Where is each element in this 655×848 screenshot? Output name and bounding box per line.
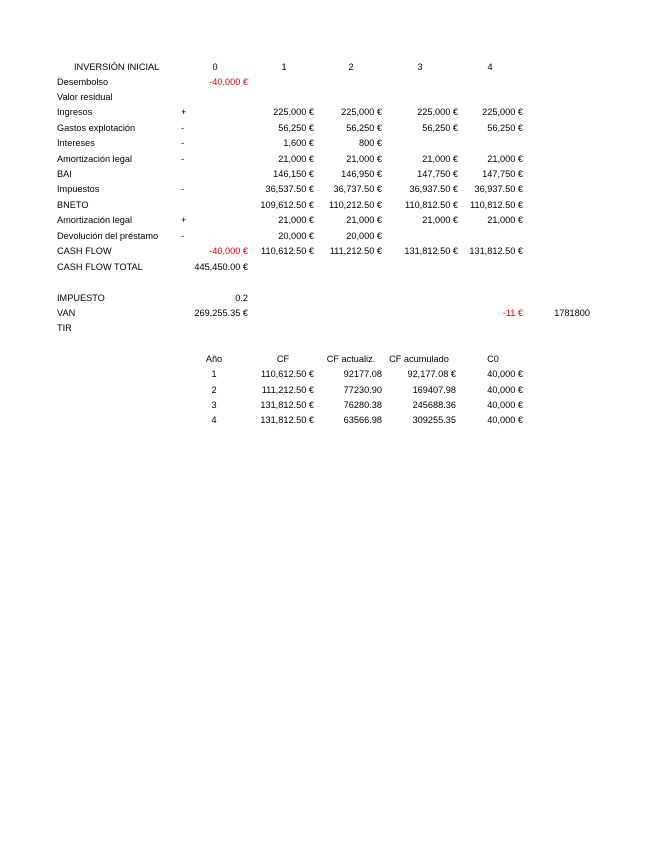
cell-value: 36,737.50 €	[333, 184, 382, 194]
row-label: Amortización legal	[57, 215, 133, 225]
cell-value: 21,000 €	[346, 154, 382, 164]
cell-value: 36,537.50 €	[265, 184, 314, 194]
header-period-0: 0	[212, 62, 218, 72]
van-extra-value: -11 €	[502, 308, 523, 318]
header-investment-label: INVERSIÓN INICIAL	[74, 62, 160, 72]
sub-cell: 245688.36	[412, 400, 456, 410]
row-label: Ingresos	[57, 107, 93, 117]
cell-value: 21,000 €	[346, 215, 382, 225]
sub-cell: 40,000 €	[487, 369, 523, 379]
sub-cell: 4	[211, 415, 217, 425]
cell-value	[443, 261, 523, 273]
sub-cell: 2	[211, 385, 217, 395]
cell-value: 21,000 €	[278, 154, 314, 164]
cell-value: 110,612.50 €	[261, 246, 314, 256]
cell-value: 56,250 €	[346, 123, 382, 133]
sub-cell: 77230.90	[343, 385, 382, 395]
cell-value: 225,000 €	[417, 107, 458, 117]
sub-cell: 131,812.50 €	[260, 415, 314, 425]
cell-value: 146,950 €	[341, 169, 382, 179]
row-label: Intereses	[57, 138, 95, 148]
cell-value: 111,212.50 €	[329, 246, 382, 256]
sub-cell: 309255.35	[412, 415, 456, 425]
row-label: Gastos explotación	[57, 123, 136, 133]
cell-value: 147,750 €	[417, 169, 458, 179]
sub-header-cf-actualiz: CF actualiz.	[326, 354, 376, 364]
cell-value	[443, 230, 523, 242]
van-extra-number: 1781800	[554, 308, 590, 318]
sub-cell: 92177.08	[343, 369, 382, 379]
cell-value	[443, 91, 523, 103]
row-sign: +	[181, 215, 187, 225]
sub-cell: 111,212.50 €	[261, 385, 314, 395]
sub-cell: 3	[211, 400, 217, 410]
cell-value: 445,450.00 €	[194, 262, 248, 272]
cell-value: 21,000 €	[422, 215, 458, 225]
row-sign: -	[181, 154, 185, 164]
header-period-4: 4	[487, 62, 493, 72]
row-label: Impuestos	[57, 184, 100, 194]
cell-value	[443, 76, 523, 88]
impuesto-value: 0.2	[235, 293, 248, 303]
cell-value	[302, 261, 382, 273]
cell-value: 131,812.50 €	[404, 246, 458, 256]
sub-cell: 1	[211, 369, 217, 379]
cell-value: 56,250 €	[487, 123, 523, 133]
row-sign: -	[181, 184, 185, 194]
cell-value	[302, 91, 382, 103]
row-sign: -	[181, 123, 185, 133]
cell-value: 21,000 €	[278, 215, 314, 225]
cell-value: 21,000 €	[422, 154, 458, 164]
sub-cell: 92,177.08 €	[407, 369, 456, 379]
cell-value: -40,000 €	[209, 77, 248, 87]
cell-value: 147,750 €	[482, 169, 523, 179]
cell-value: 56,250 €	[278, 123, 314, 133]
cell-value	[302, 76, 382, 88]
cell-value: 1,600 €	[283, 138, 314, 148]
row-label: BNETO	[57, 200, 89, 210]
cell-value: 800 €	[359, 138, 382, 148]
tir-label: TIR	[57, 323, 72, 333]
cell-value: 20,000 €	[346, 231, 382, 241]
cell-value: 225,000 €	[341, 107, 382, 117]
cell-value: -40,000 €	[209, 246, 248, 256]
row-sign: -	[181, 138, 185, 148]
sub-header-cf: CF	[276, 354, 290, 364]
cell-value: 110,212.50 €	[329, 200, 382, 210]
row-label: Valor residual	[57, 92, 113, 102]
cell-value: 36,937.50 €	[409, 184, 458, 194]
sub-cell: 40,000 €	[487, 415, 523, 425]
sub-header-c0: C0	[487, 354, 499, 364]
row-sign: +	[181, 107, 187, 117]
van-label: VAN	[57, 308, 76, 318]
van-value: 269,255.35 €	[194, 308, 248, 318]
cell-value: 110,812.50 €	[470, 200, 523, 210]
sub-cell: 131,812.50 €	[260, 400, 314, 410]
row-label: Devolución del préstamo	[57, 231, 159, 241]
cell-value: 56,250 €	[422, 123, 458, 133]
header-period-3: 3	[417, 62, 423, 72]
cell-value: 109,612.50 €	[260, 200, 314, 210]
cell-value: 146,150 €	[273, 169, 314, 179]
sub-cell: 110,612.50 €	[261, 369, 314, 379]
sub-cell: 40,000 €	[487, 385, 523, 395]
row-label: CASH FLOW	[57, 246, 112, 256]
row-label: BAI	[57, 169, 72, 179]
sub-cell: 40,000 €	[487, 400, 523, 410]
cell-value: 131,812.50 €	[469, 246, 523, 256]
header-period-2: 2	[348, 62, 354, 72]
sub-cell: 169407.98	[412, 385, 456, 395]
sub-header-cf-acumulado: CF acumulado	[389, 354, 449, 364]
cell-value: 225,000 €	[482, 107, 523, 117]
cell-value: 21,000 €	[487, 215, 523, 225]
row-sign: -	[181, 231, 185, 241]
row-label: Amortización legal	[57, 154, 133, 164]
cell-value: 36,937.50 €	[474, 184, 523, 194]
cell-value: 225,000 €	[273, 107, 314, 117]
row-label: CASH FLOW TOTAL	[57, 262, 143, 272]
sub-header-ano: Año	[205, 354, 223, 364]
sub-cell: 76280.38	[343, 400, 382, 410]
cell-value: 21,000 €	[487, 154, 523, 164]
cell-value	[443, 137, 523, 149]
cell-value: 110,812.50 €	[405, 200, 458, 210]
header-period-1: 1	[281, 62, 287, 72]
impuesto-label: IMPUESTO	[57, 293, 105, 303]
row-label: Desembolso	[57, 77, 109, 87]
cell-value: 20,000 €	[278, 231, 314, 241]
sub-cell: 63566.98	[343, 415, 382, 425]
